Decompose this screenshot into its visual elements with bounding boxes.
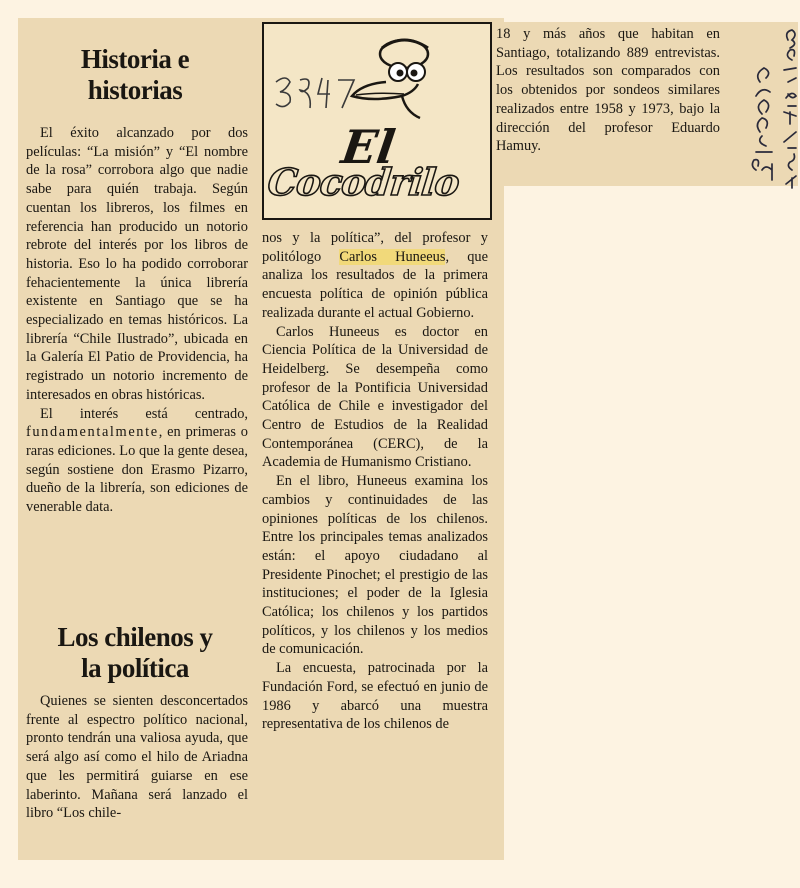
highlighted-name: Carlos Huneeus (339, 248, 446, 265)
article-chilenos-continuation (262, 229, 488, 734)
headline-chilenos: Los chilenos y la política (57, 622, 213, 683)
handwritten-number-mark (272, 72, 362, 112)
handwritten-source-annotation (726, 20, 798, 190)
article-chilenos-body (26, 692, 248, 823)
paragraph: En el libro, Huneeus examina los cambios y continuidades de las opiniones políticas de los chilenos. Entre los principales temas analizados están: el apoyo ciudadano al Presidente Pinochet; el prestigio de las instituciones; el poder de la Iglesia Católica; los chilenos y los partidos políticos, y los chilenos y los medios de comunicación. (262, 473, 488, 658)
paragraph: La encuesta, patrocinada por la Fundación Ford, se efectuó en junio de 1986 y abarcó una muestra representativa de los chilenos de (262, 660, 488, 733)
paragraph: nos y la política”, del profesor y politólogo Carlos Huneeus, que analiza los resultados de la primera encuesta política de opinión pública realizada durante el actual Gobierno. (262, 230, 488, 321)
article-historia-body (26, 124, 248, 517)
paragraph: El éxito alcanzado por dos películas: “La misión” y “El nombre de la rosa” corrobora algo que nadie sabe para quién trabaja. Según cuentan los libreros, los filmes en referencia han producido un notorio rebrote del interés por los libros de historia. Eso lo ha podido corroborar fehacientemente la única librería existente en Santiago que se ha especializado en temas históricos. La librería “Chile Ilustrado”, ubicada en la Galería El Patio de Providencia, ha registrado un notorio incremento de interesados en obras históricas. (26, 125, 248, 403)
logo-el-text: El (338, 120, 399, 174)
paragraph: Quienes se sienten desconcertados frente al espectro político nacional, pronto tendrán una valiosa ayuda, que será algo así como el hilo de Ariadna que les permitirá guiarse en ese laberinto. Mañana será lanzado el libro “Los chile- (26, 693, 248, 822)
paragraph: El interés está centrado, fundamentalmente, en primeras o raras ediciones. Lo que la gente desea, según sostiene don Erasmo Pizarro, dueño de la librería, son ediciones de venerable data. (26, 405, 248, 516)
logo-cocodrilo-text: Cocodrilo (265, 160, 461, 204)
paragraph: Carlos Huneeus es doctor en Ciencia Política de la Universidad de Heidelberg. Se desempeña como profesor de la Pontificia Universidad Católica de Chile e investigador del Centro de Estudios de la Realidad Contemporánea (CERC), de la Academia de Humanismo Cristiano. (262, 323, 488, 471)
article-chilenos-ending (496, 25, 720, 156)
headline-historia: Historia e historias (80, 44, 190, 105)
paragraph: 18 y más años que habitan en Santiago, totalizando 889 entrevistas. Los resultados son comparados con los obtenidos por sondeos similares realizados entre 1958 y 1973, bajo la dirección del profesor Eduardo Hamuy. (496, 26, 720, 155)
